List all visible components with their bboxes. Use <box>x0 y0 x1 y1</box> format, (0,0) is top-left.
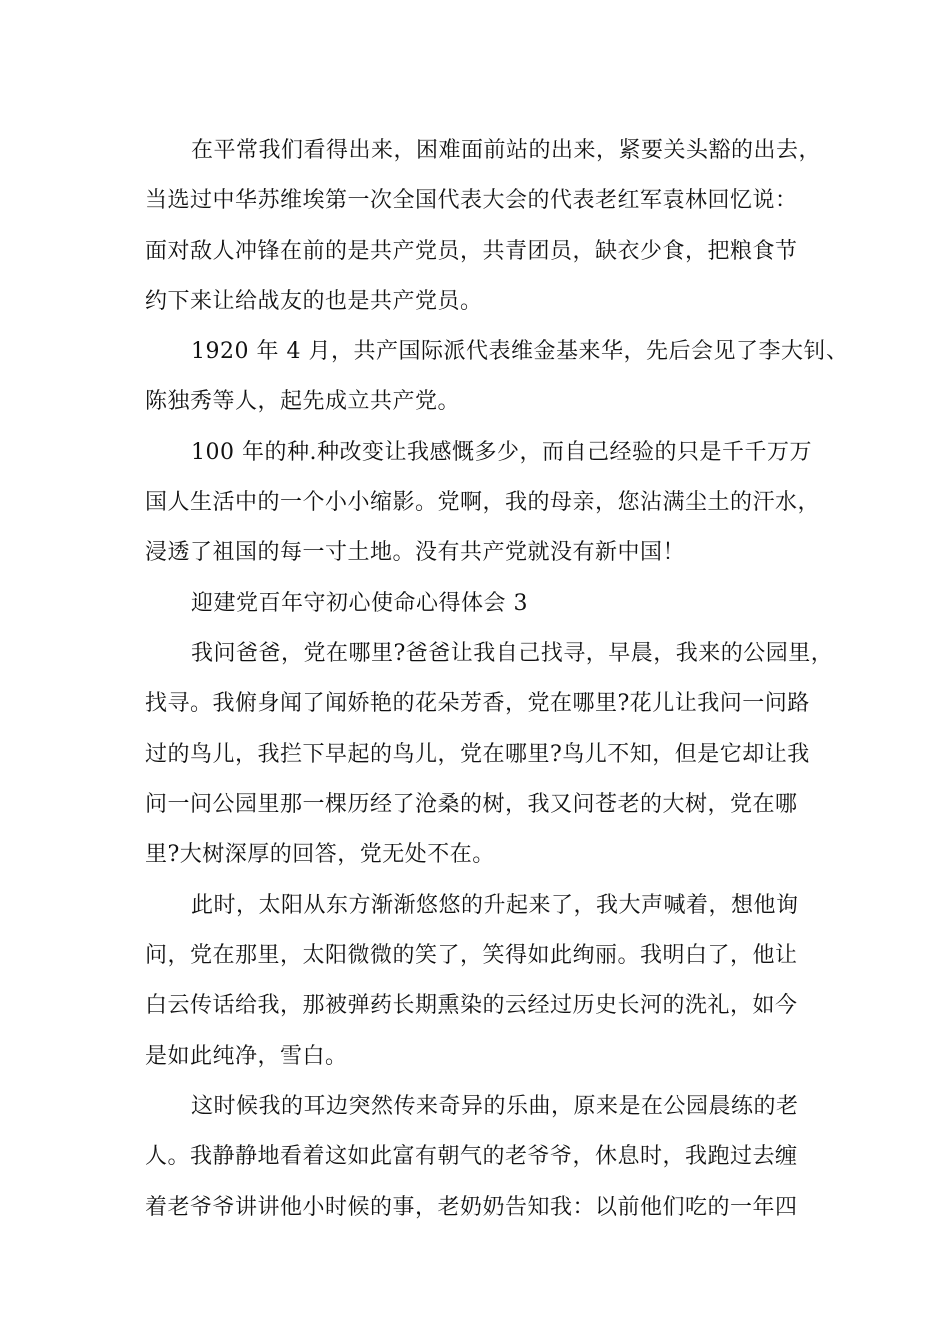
text-line-21: 人。我静静地看着这如此富有朝气的老爷爷，休息时，我跑过去缠 <box>145 1144 798 1169</box>
text-line-7: 100 年的种.种改变让我感慨多少，而自己经验的只是千千万万 <box>191 440 812 465</box>
text-line-18: 白云传话给我，那被弹药长期熏染的云经过历史长河的洗礼，如今 <box>145 993 798 1018</box>
text-line-22: 着老爷爷讲讲他小时候的事，老奶奶告知我：以前他们吃的一年四 <box>145 1195 798 1220</box>
text-line-6: 陈独秀等人，起先成立共产党。 <box>145 389 461 414</box>
text-line-9: 浸透了祖国的每一寸土地。没有共产党就没有新中国！ <box>145 540 686 565</box>
text-line-14: 问一问公园里那一棵历经了沧桑的树，我又问苍老的大树，党在哪 <box>145 792 798 817</box>
text-line-19: 是如此纯净，雪白。 <box>145 1044 348 1069</box>
text-line-15: 里?大树深厚的回答，党无处不在。 <box>145 842 495 867</box>
section-heading: 迎建党百年守初心使命心得体会 3 <box>191 591 528 616</box>
text-line-16: 此时，太阳从东方渐渐悠悠的升起来了，我大声喊着，想他询 <box>191 893 799 918</box>
text-line-12: 找寻。我俯身闻了闻娇艳的花朵芳香，党在哪里?花儿让我问一问路 <box>145 691 810 716</box>
text-line-4: 约下来让给战友的也是共产党员。 <box>145 289 483 314</box>
text-line-8: 国人生活中的一个小小缩影。党啊，我的母亲，您沾满尘土的汗水， <box>145 490 821 515</box>
text-line-13: 过的鸟儿，我拦下早起的鸟儿，党在哪里?鸟儿不知，但是它却让我 <box>145 742 810 767</box>
text-line-11: 我问爸爸，党在哪里?爸爸让我自己找寻，早晨，我来的公园里， <box>191 641 834 666</box>
text-line-1: 在平常我们看得出来，困难面前站的出来，紧要关头豁的出去， <box>191 138 822 163</box>
text-line-3: 面对敌人冲锋在前的是共产党员，共青团员，缺衣少食，把粮食节 <box>145 239 798 264</box>
text-line-17: 问，党在那里，太阳微微的笑了，笑得如此绚丽。我明白了，他让 <box>145 943 798 968</box>
text-line-2: 当选过中华苏维埃第一次全国代表大会的代表老红军袁林回忆说： <box>145 188 798 213</box>
text-line-5: 1920 年 4 月，共产国际派代表维金基来华，先后会见了李大钊、 <box>191 339 849 364</box>
text-line-20: 这时候我的耳边突然传来奇异的乐曲，原来是在公园晨练的老 <box>191 1094 799 1119</box>
